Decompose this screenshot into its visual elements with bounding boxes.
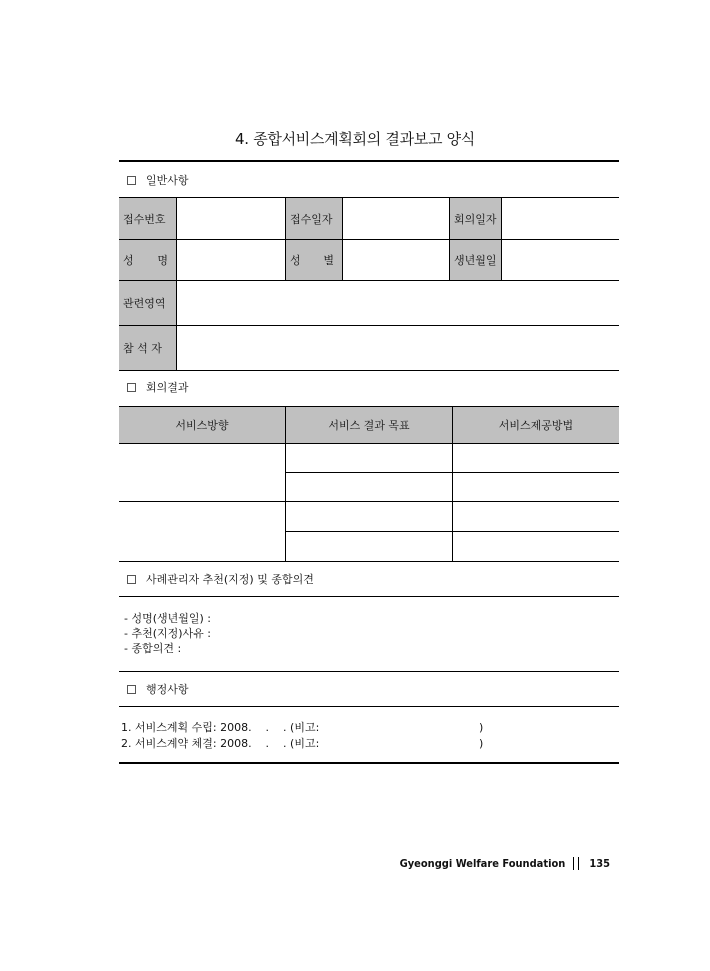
admin-contract-line: 2. 서비스계약 체결: 2008. . . (비고: xyxy=(121,737,320,750)
col-divider xyxy=(501,198,502,280)
page-title: 4. 종합서비스계획회의 결과보고 양식 xyxy=(235,130,475,148)
table-cell[interactable] xyxy=(453,473,619,501)
gender-label-a: 성 xyxy=(290,254,301,267)
opinion-name-line: - 성명(생년월일) : xyxy=(124,612,212,625)
footer xyxy=(400,857,610,870)
header-service-method: 서비스제공방법 xyxy=(453,407,619,443)
table-cell[interactable] xyxy=(453,502,619,531)
header-service-goal: 서비스 결과 목표 xyxy=(286,407,452,443)
table-cell[interactable] xyxy=(453,444,619,472)
col-divider xyxy=(452,407,453,561)
col-divider xyxy=(449,198,450,280)
rule xyxy=(119,671,619,672)
checkbox-icon xyxy=(127,383,136,392)
table-cell[interactable] xyxy=(453,532,619,560)
bottom-rule xyxy=(119,762,619,764)
section-recommend-label: 사례관리자 추천(지정) 및 종합의견 xyxy=(146,573,314,586)
receipt-no-value[interactable] xyxy=(177,198,285,239)
admin-plan-line: 1. 서비스계획 수립: 2008. . . (비고: xyxy=(121,721,320,734)
section-general-label: 일반사항 xyxy=(146,174,189,187)
section-admin-label: 행정사항 xyxy=(146,683,189,696)
rule xyxy=(119,596,619,597)
page-number: 135 xyxy=(589,857,610,870)
col-divider xyxy=(342,198,343,280)
name-label xyxy=(119,240,176,280)
rule xyxy=(119,561,619,562)
section-general xyxy=(119,170,189,190)
checkbox-icon xyxy=(127,685,136,694)
header-service-direction: 서비스방향 xyxy=(119,407,285,443)
gender-label-b: 별 xyxy=(323,254,334,267)
footer-separator xyxy=(573,857,579,870)
receipt-date-value[interactable] xyxy=(343,198,449,239)
attendees-value[interactable] xyxy=(177,326,619,370)
area-value[interactable] xyxy=(177,281,619,325)
name-label-a: 성 xyxy=(123,254,134,267)
name-value[interactable] xyxy=(177,240,285,280)
footer-org: Gyeonggi Welfare Foundation xyxy=(399,857,566,870)
gender-label xyxy=(286,240,342,280)
attendees-label: 참 석 자 xyxy=(119,326,176,370)
checkbox-icon xyxy=(127,176,136,185)
name-label-b: 명 xyxy=(157,254,168,267)
section-result-label: 회의결과 xyxy=(146,381,189,394)
rule xyxy=(119,706,619,707)
admin-contract-close: ) xyxy=(479,737,484,750)
birth-label: 생년월일 xyxy=(450,240,501,280)
section-recommend xyxy=(119,569,314,589)
table-cell[interactable] xyxy=(286,473,452,501)
gender-value[interactable] xyxy=(343,240,449,280)
opinion-overall-line: - 종합의견 : xyxy=(124,642,182,655)
table-cell[interactable] xyxy=(286,502,452,531)
table-cell[interactable] xyxy=(119,502,285,560)
meeting-date-value[interactable] xyxy=(502,198,619,239)
admin-plan-close: ) xyxy=(479,721,484,734)
section-admin xyxy=(119,679,189,699)
birth-value[interactable] xyxy=(502,240,619,280)
area-label: 관련영역 xyxy=(119,281,176,325)
opinion-reason-line: - 추천(지정)사유 : xyxy=(124,627,212,640)
table-cell[interactable] xyxy=(286,444,452,472)
rule xyxy=(119,370,619,371)
col-divider xyxy=(285,198,286,280)
section-result xyxy=(119,377,189,397)
top-rule xyxy=(119,160,619,162)
table-cell[interactable] xyxy=(286,532,452,560)
checkbox-icon xyxy=(127,575,136,584)
receipt-no-label: 접수번호 xyxy=(119,198,176,239)
col-divider xyxy=(285,407,286,561)
table-cell[interactable] xyxy=(119,444,285,501)
meeting-date-label: 회의일자 xyxy=(450,198,501,239)
receipt-date-label: 접수일자 xyxy=(286,198,342,239)
col-divider xyxy=(176,198,177,370)
